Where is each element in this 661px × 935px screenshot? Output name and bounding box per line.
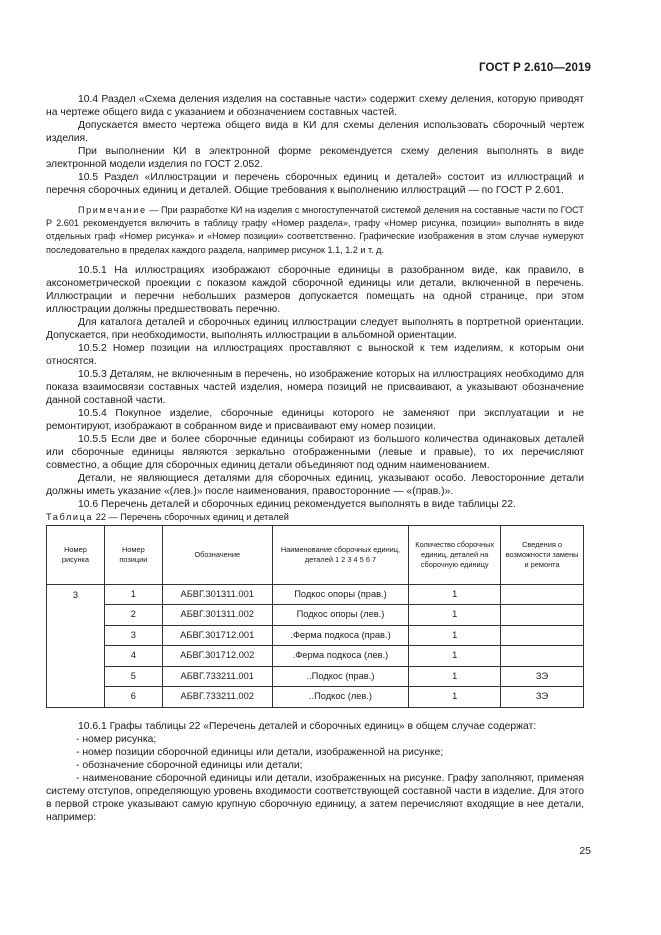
cell-designation: АБВГ.301712.001 xyxy=(162,625,272,646)
table-row xyxy=(47,584,584,605)
cell-position: 3 xyxy=(104,625,162,646)
cell-replacement xyxy=(501,584,584,605)
note xyxy=(46,204,584,256)
cell-name: .Ферма подкоса (прав.) xyxy=(272,625,409,646)
col-header-quantity: Количество сборочных единиц, деталей на сборочную единицу xyxy=(409,525,501,584)
table-row xyxy=(47,687,584,708)
cell-replacement xyxy=(501,605,584,626)
cell-position: 2 xyxy=(104,605,162,626)
cell-quantity: 1 xyxy=(409,666,501,687)
paragraph: Допускается вместо чертежа общего вида в КИ для схемы деления использовать сборочный чертеж изделия. xyxy=(46,120,584,145)
col-header-position: Номер позиции xyxy=(104,525,162,584)
cell-quantity: 1 xyxy=(409,584,501,605)
table-row xyxy=(47,605,584,626)
page-content xyxy=(46,93,584,824)
cell-name: ..Подкос (лев.) xyxy=(272,687,409,708)
paragraph: 10.5.1 На иллюстрациях изображают сборочные единицы в разобранном виде, как правило, в аксонометрической проекции с показом каждой сборочной единицы или детали, включенной в перечень. Иллюстрации и перечни небольших размеров допускается помещать на одной странице, при этом иллюстрации должны предшествовать перечню. xyxy=(46,264,584,315)
cell-position: 4 xyxy=(104,646,162,667)
document-number: ГОСТ Р 2.610—2019 xyxy=(479,62,591,74)
paragraph: Для каталога деталей и сборочных единиц иллюстрации следует выполнять в портретной ориентации. Допускается, при необходимости, выполнять иллюстрации в альбомной ориентации. xyxy=(46,316,584,341)
table-row xyxy=(47,666,584,687)
cell-name: Подкос опоры (лев.) xyxy=(272,605,409,626)
list-item: - обозначение сборочной единицы или детали; xyxy=(76,759,303,771)
page-number: 25 xyxy=(579,845,591,857)
parts-table xyxy=(46,525,584,708)
col-header-figure: Номер рисунка xyxy=(47,525,105,584)
paragraph: При выполнении КИ в электронной форме рекомендуется схему деления выполнять в виде электронной модели изделия по ГОСТ 2.052. xyxy=(46,146,584,171)
list-item: - наименование сборочной единицы или детали, изображенных на рисунке. Графу заполняют, применяя систему отступов, определяющую уровень входимости соответствующей составной части в изделие. Для этого в первой строке указывают самую крупную сборочную единицу, а затем перечисляют входящие в нее детали, например: xyxy=(46,772,584,823)
cell-name: ..Подкос (прав.) xyxy=(272,666,409,687)
cell-name: Подкос опоры (прав.) xyxy=(272,584,409,605)
paragraph: 10.4 Раздел «Схема деления изделия на составные части» содержит схему деления, которую приводят на чертеже общего вида с указанием и обозначением составных частей. xyxy=(46,94,584,119)
note-text: — При разработке КИ на изделия с многоступенчатой системой деления на составные части по ГОСТ Р 2.601 рекомендуется включить в таблицу графу «Номер раздела», графу «Номер рисунка, позиции» выполнять в виде отдельных граф «Номер рисунка» и «Номер позиции» соответственно. Графические изображения в этом случае нумеруют последовательно в пределах каждого раздела, например рисунок 1.1, 1.2 и т. д. xyxy=(46,205,584,255)
table-header-row xyxy=(47,525,584,584)
cell-replacement xyxy=(501,625,584,646)
cell-position: 6 xyxy=(104,687,162,708)
table-caption-title: 22 — Перечень сборочных единиц и деталей xyxy=(93,512,289,523)
paragraph: 10.5.3 Деталям, не включенным в перечень, но изображение которых на иллюстрациях необходимо для показа взаимосвязи составных частей изделия, номера позиций не присваивают, а указывают обозначение данной составной части. xyxy=(46,368,584,407)
cell-position: 1 xyxy=(104,584,162,605)
paragraph: 10.5.5 Если две и более сборочные единицы собирают из большого количества одинаковых деталей или сборочные единицы являются зеркально отображенными (левые и правые), то их перечисляют совместно, а общие для сборочных единиц детали объединяют под одним наименованием. xyxy=(46,434,584,472)
cell-designation: АБВГ.301311.001 xyxy=(162,584,272,605)
note-label: Примечание xyxy=(78,205,147,216)
paragraph: 10.6 Перечень деталей и сборочных единиц рекомендуется выполнять в виде таблицы 22. xyxy=(78,499,516,511)
cell-figure: 3 xyxy=(47,584,105,707)
table-caption-label: Таблица xyxy=(46,512,94,523)
table-row xyxy=(47,646,584,667)
cell-quantity: 1 xyxy=(409,646,501,667)
table-row xyxy=(47,625,584,646)
cell-replacement xyxy=(501,646,584,667)
list-item: - номер рисунка; xyxy=(76,733,157,745)
cell-designation: АБВГ.733211.001 xyxy=(162,666,272,687)
cell-replacement: ЗЭ xyxy=(501,666,584,687)
col-header-name: Наименование сборочных единиц, деталей 1 2 3 4 5 6 7 xyxy=(272,525,409,584)
cell-quantity: 1 xyxy=(409,605,501,626)
cell-designation: АБВГ.301311.002 xyxy=(162,605,272,626)
cell-quantity: 1 xyxy=(409,625,501,646)
cell-replacement: ЗЭ xyxy=(501,687,584,708)
col-header-replacement: Сведения о возможности замены и ремонта xyxy=(501,525,584,584)
paragraph: Детали, не являющиеся деталями для сборочных единиц, указывают особо. Левосторонние детали должны иметь указание «(лев.)» после наименования, правосторонние — «(прав.)». xyxy=(46,473,584,498)
cell-quantity: 1 xyxy=(409,687,501,708)
cell-name: .Ферма подкоса (лев.) xyxy=(272,646,409,667)
cell-designation: АБВГ.733211.002 xyxy=(162,687,272,708)
list-item: - номер позиции сборочной единицы или детали, изображенной на рисунке; xyxy=(76,746,444,758)
paragraph: 10.5.2 Номер позиции на иллюстрациях проставляют с выноской к тем изделиям, к которым они относятся. xyxy=(46,342,584,367)
cell-designation: АБВГ.301712.002 xyxy=(162,646,272,667)
paragraph: 10.5 Раздел «Иллюстрации и перечень сборочных единиц и деталей» состоит из иллюстраций и перечня сборочных единиц и деталей. Общие требования к выполнению иллюстраций — по ГОСТ Р 2.601. xyxy=(46,172,584,197)
table-caption xyxy=(46,511,584,524)
col-header-designation: Обозначение xyxy=(162,525,272,584)
cell-position: 5 xyxy=(104,666,162,687)
paragraph: 10.5.4 Покупное изделие, сборочные единицы которого не заменяют при эксплуатации и не ремонтируют, изображают в собранном виде и присваивают ему номер позиции. xyxy=(46,408,584,433)
paragraph: 10.6.1 Графы таблицы 22 «Перечень деталей и сборочных единиц» в общем случае содержат: xyxy=(78,720,537,732)
